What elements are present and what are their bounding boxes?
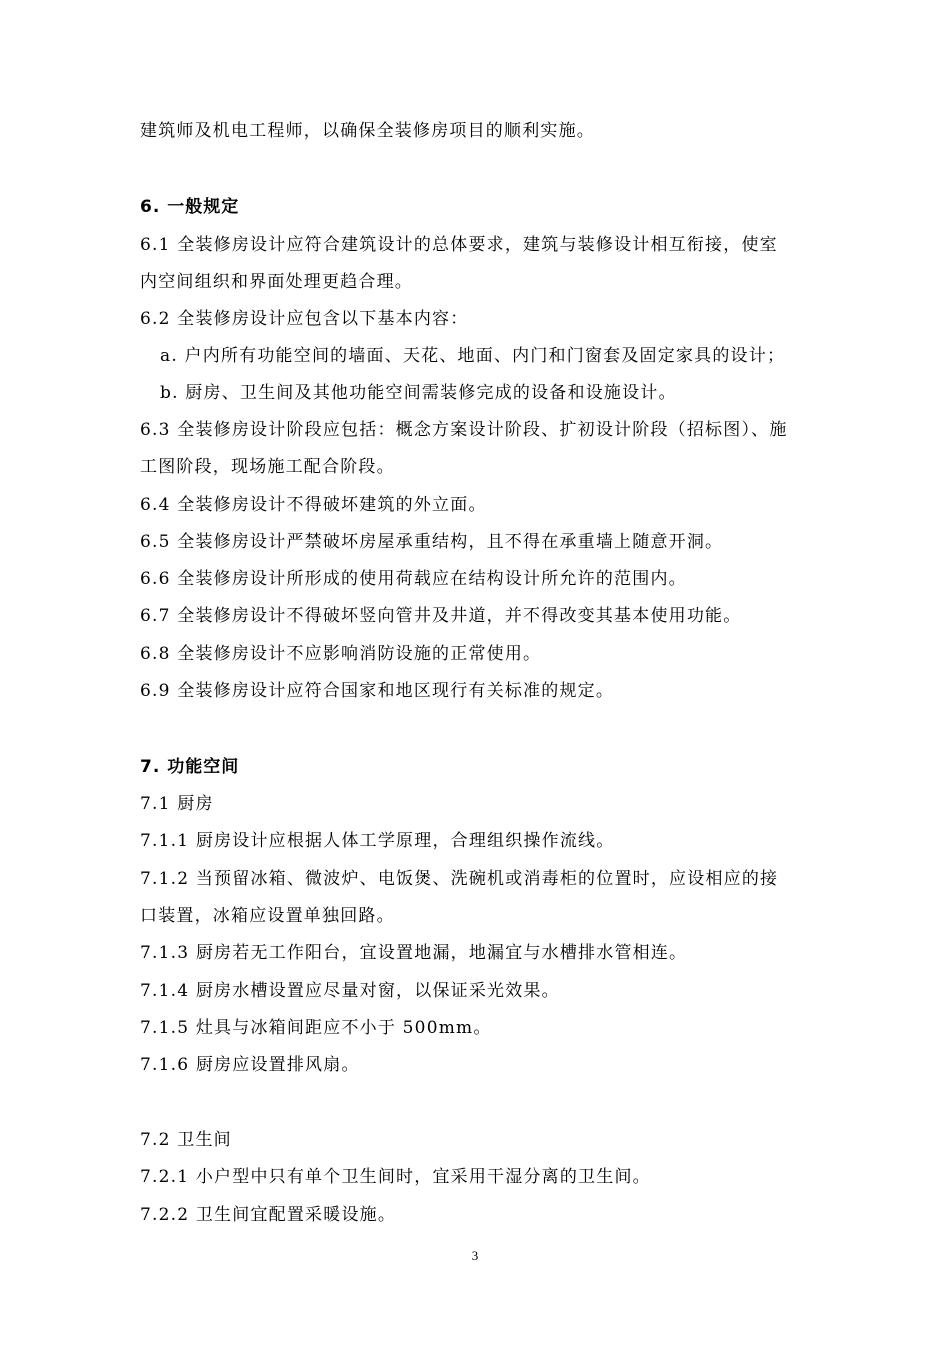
- clause-7-1-6: 7.1.6 厨房应设置排风扇。: [140, 1055, 360, 1075]
- clause-7-2-2: 7.2.2 卫生间宜配置采暖设施。: [140, 1205, 397, 1225]
- clause-6-7: 6.7 全装修房设计不得破坏竖向管井及井道，并不得改变其基本使用功能。: [140, 606, 742, 626]
- clause-6-9: 6.9 全装修房设计应符合国家和地区现行有关标准的规定。: [140, 681, 615, 701]
- page-number: 3: [471, 1248, 479, 1263]
- clause-6-3-line-1: 6.3 全装修房设计阶段应包括：概念方案设计阶段、扩初设计阶段（招标图）、施: [140, 420, 788, 440]
- clause-7-2: 7.2 卫生间: [140, 1130, 232, 1150]
- section-6-heading: 6. 一般规定: [140, 197, 240, 217]
- clause-6-6: 6.6 全装修房设计所形成的使用荷载应在结构设计所允许的范围内。: [140, 569, 687, 589]
- intro-line: 建筑师及机电工程师，以确保全装修房项目的顺利实施。: [140, 121, 595, 141]
- section-7-heading: 7. 功能空间: [140, 757, 240, 777]
- clause-7-1-2-line-2: 口装置，冰箱应设置单独回路。: [140, 906, 395, 926]
- clause-7-1-2-line-1: 7.1.2 当预留冰箱、微波炉、电饭煲、洗碗机或消毒柜的位置时，应设相应的接: [140, 869, 779, 889]
- clause-6-2-item-a: a. 户内所有功能空间的墙面、天花、地面、内门和门窗套及固定家具的设计；: [160, 346, 786, 366]
- clause-6-1-line-1: 6.1 全装修房设计应符合建筑设计的总体要求，建筑与装修设计相互衔接，使室: [140, 235, 778, 255]
- clause-6-3-line-2: 工图阶段，现场施工配合阶段。: [140, 457, 395, 477]
- clause-6-1-line-2: 内空间组织和界面处理更趋合理。: [140, 272, 413, 292]
- clause-6-2-item-b: b. 厨房、卫生间及其他功能空间需装修完成的设备和设施设计。: [160, 383, 677, 403]
- clause-7-1-1: 7.1.1 厨房设计应根据人体工学原理，合理组织操作流线。: [140, 831, 615, 851]
- clause-7-1: 7.1 厨房: [140, 794, 214, 814]
- clause-7-1-5: 7.1.5 灶具与冰箱间距应不小于 500mm。: [140, 1018, 492, 1038]
- clause-6-4: 6.4 全装修房设计不得破坏建筑的外立面。: [140, 495, 487, 515]
- clause-7-1-3: 7.1.3 厨房若无工作阳台，宜设置地漏，地漏宜与水槽排水管相连。: [140, 943, 688, 963]
- clause-7-2-1: 7.2.1 小户型中只有单个卫生间时，宜采用干湿分离的卫生间。: [140, 1167, 651, 1187]
- clause-6-8: 6.8 全装修房设计不应影响消防设施的正常使用。: [140, 644, 542, 664]
- clause-6-2: 6.2 全装修房设计应包含以下基本内容：: [140, 309, 469, 329]
- clause-6-5: 6.5 全装修房设计严禁破坏房屋承重结构，且不得在承重墙上随意开洞。: [140, 532, 724, 552]
- clause-7-1-4: 7.1.4 厨房水槽设置应尽量对窗，以保证采光效果。: [140, 981, 560, 1001]
